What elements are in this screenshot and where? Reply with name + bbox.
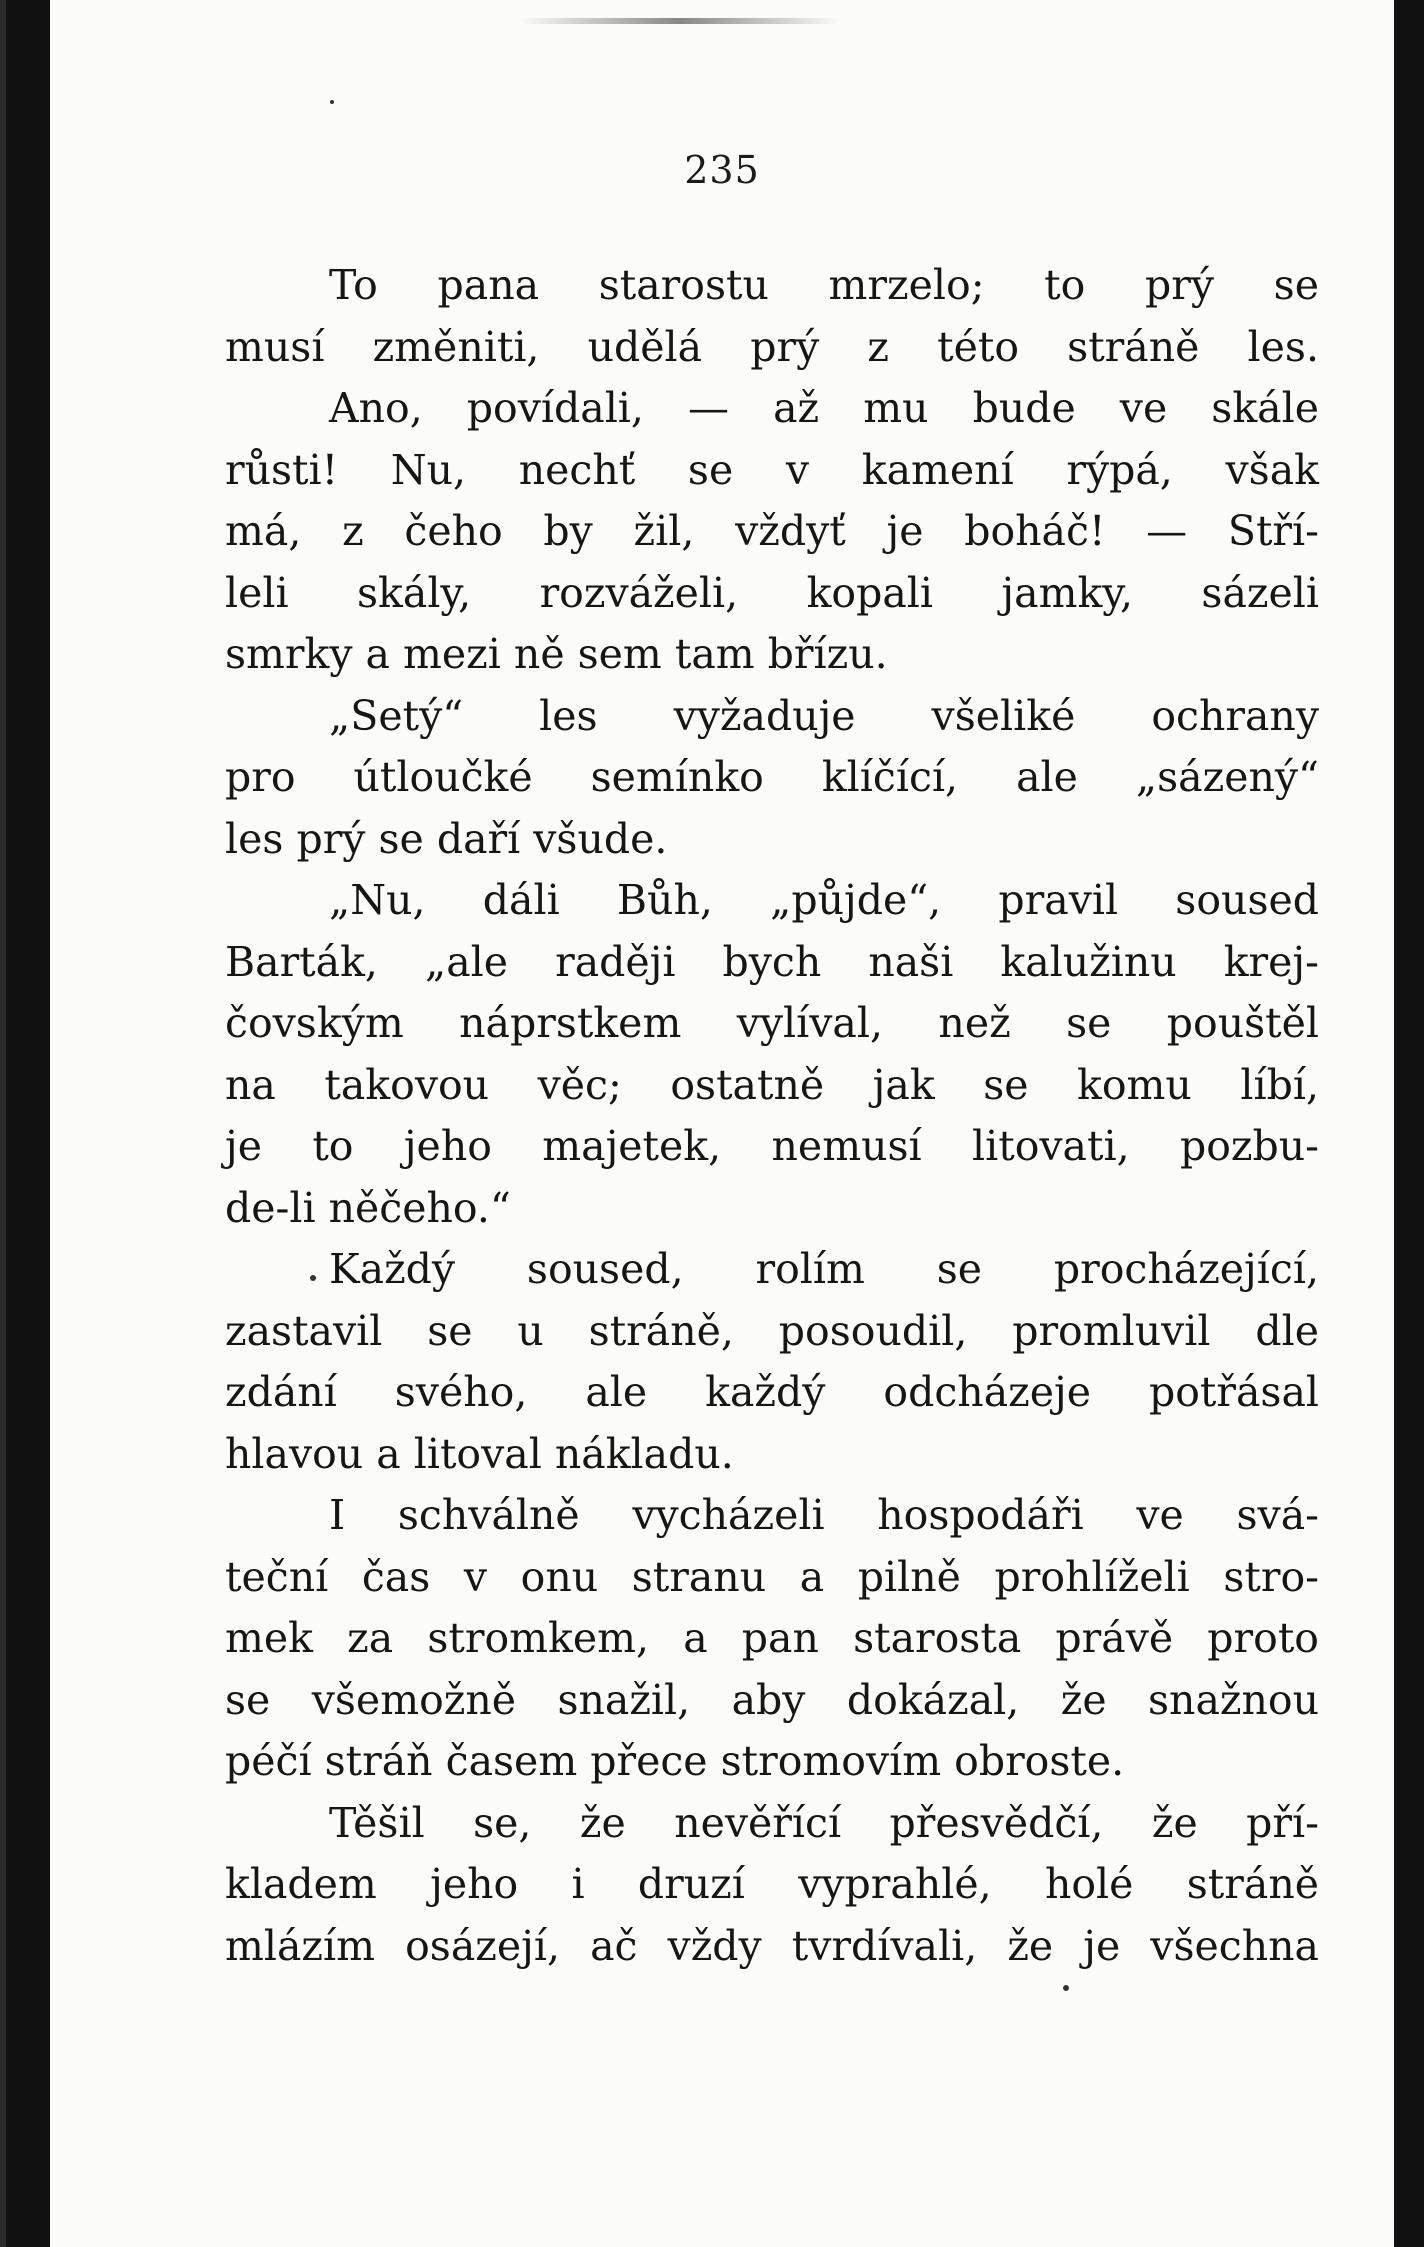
text-line: mlázím osázejí, ač vždy tvrdívali, že je všechna: [225, 1921, 1319, 1970]
text-line: pro útloučké semínko klíčící, ale „sázený“: [225, 753, 1319, 801]
text-line: má, z čeho by žil, vždyť je boháč! — Stří-: [225, 507, 1319, 555]
text-line: čovským náprstkem vylíval, než se pouštěl: [225, 999, 1319, 1047]
book-page: [50, 0, 1394, 2247]
scan-top-smudge: [520, 18, 840, 24]
text-line: „Setý“ les vyžaduje všeliké ochrany: [329, 691, 1319, 740]
text-line: musí změniti, udělá prý z této stráně les.: [225, 322, 1319, 371]
text-line: hlavou a litoval nákladu.: [225, 1429, 734, 1478]
text-line: kladem jeho i druzí vyprahlé, holé stráně: [225, 1860, 1319, 1908]
text-line: To pana starostu mrzelo; to prý se: [329, 261, 1319, 309]
text-line: na takovou věc; ostatně jak se komu líbí,: [225, 1060, 1319, 1109]
scan-left-edge: [0, 0, 6, 2247]
text-line: Barták, „ale raději bych naši kalužinu krej-: [225, 937, 1319, 986]
text-line: růsti! Nu, nechť se v kamení rýpá, však: [225, 445, 1319, 494]
text-line: smrky a mezi ně sem tam břízu.: [225, 630, 888, 678]
text-line: péčí stráň časem přece stromovím obroste.: [225, 1737, 1125, 1785]
scan-speck: [1063, 1985, 1069, 1991]
scan-speck: [330, 100, 334, 104]
text-line: de-li něčeho.“: [225, 1183, 511, 1232]
text-line: je to jeho majetek, nemusí litovati, pozbu-: [225, 1122, 1319, 1170]
page-number: 235: [684, 148, 760, 192]
scan-speck: [310, 1275, 316, 1281]
text-line: Těšil se, že nevěřící přesvědčí, že pří-: [329, 1798, 1319, 1847]
text-line: mek za stromkem, a pan starosta právě proto: [225, 1614, 1319, 1662]
text-line: Každý soused, rolím se procházející,: [329, 1245, 1319, 1293]
text-line: zastavil se u stráně, posoudil, promluvil dle: [225, 1306, 1319, 1355]
text-line: se všemožně snažil, aby dokázal, že snažnou: [225, 1675, 1319, 1724]
text-line: teční čas v onu stranu a pilně prohlíželi stro-: [225, 1552, 1319, 1601]
text-line: leli skály, rozváželi, kopali jamky, sázeli: [225, 568, 1319, 617]
text-line: „Nu, dáli Bůh, „půjde“, pravil soused: [329, 876, 1319, 924]
text-line: I schválně vycházeli hospodáři ve svá-: [329, 1491, 1319, 1539]
text-line: zdání svého, ale každý odcházeje potřásal: [225, 1368, 1319, 1416]
text-line: les prý se daří všude.: [225, 814, 668, 863]
text-line: Ano, povídali, — až mu bude ve skále: [329, 384, 1319, 432]
body-text: [225, 255, 1319, 1977]
